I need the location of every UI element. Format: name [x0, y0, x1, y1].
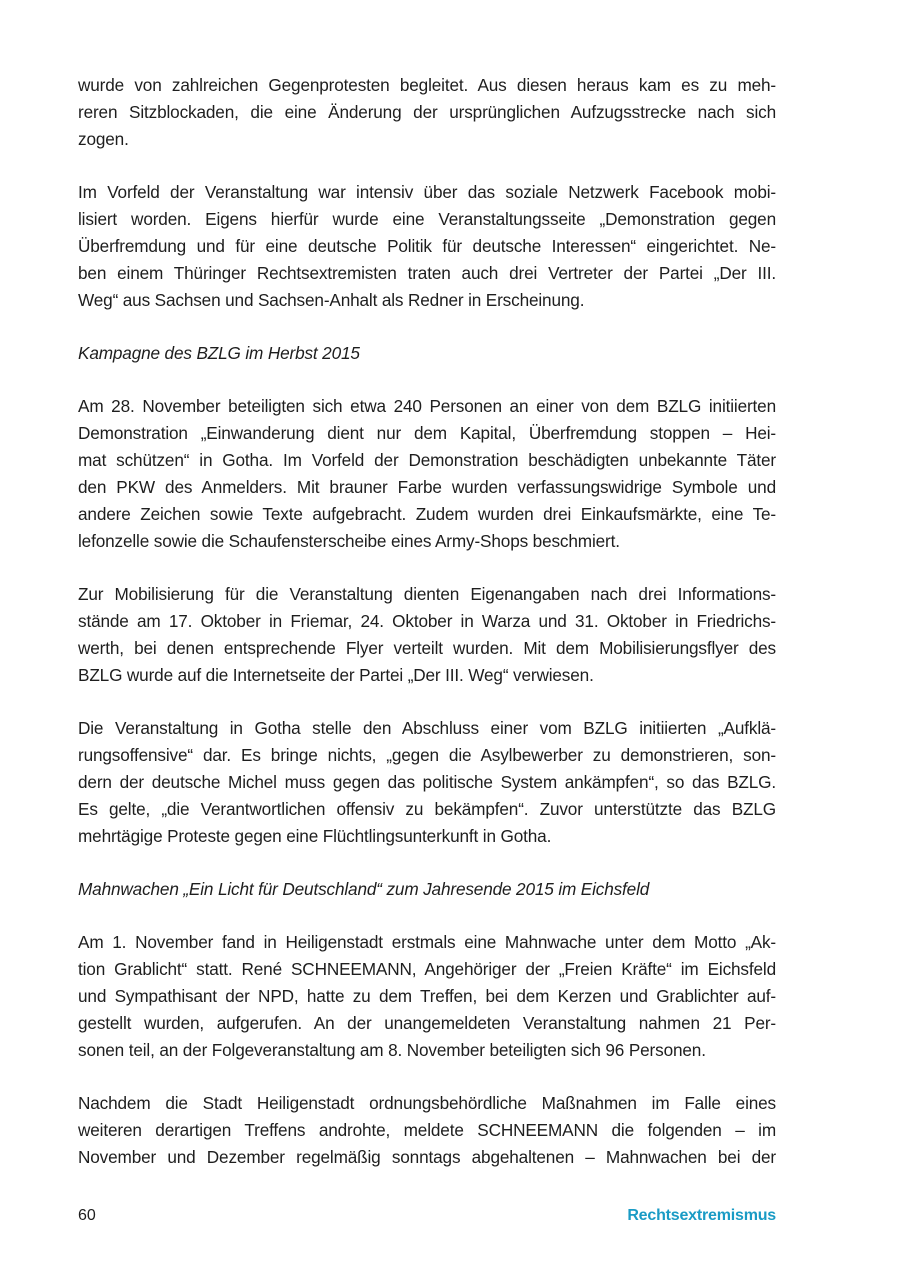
section-title: Rechtsextremismus	[627, 1207, 776, 1224]
text-line: reren Sitzblockaden, die eine Änderung der ursprünglichen Aufzugsstrecke nach sich	[78, 102, 776, 122]
text-line: ben einem Thüringer Rechtsextremisten traten auch drei Vertreter der Partei „Der III.	[78, 263, 776, 283]
text-line: rungsoffensive“ dar. Es bringe nichts, „gegen die Asylbewerber zu demonstrieren, son-	[78, 745, 776, 765]
text-line: und Sympathisant der NPD, hatte zu dem Treffen, bei dem Kerzen und Grablichter auf-	[78, 986, 776, 1006]
paragraph-counter-protests	[78, 72, 776, 153]
document-page	[78, 72, 776, 1197]
text-line: Zur Mobilisierung für die Veranstaltung dienten Eigenangaben nach drei Informations-	[78, 584, 776, 604]
page-number: 60	[78, 1207, 96, 1224]
text-line: Am 28. November beteiligten sich etwa 240 Personen an einer von dem BZLG initiierten	[78, 396, 776, 416]
text-line: mat schützen“ in Gotha. Im Vorfeld der Demonstration beschädigten unbekannte Täter	[78, 450, 776, 470]
text-line: lefonzelle sowie die Schaufensterscheibe eines Army-Shops beschmiert.	[78, 531, 620, 551]
text-line: werth, bei denen entsprechende Flyer verteilt wurden. Mit dem Mobilisierungsflyer des	[78, 638, 776, 658]
text-line: andere Zeichen sowie Texte aufgebracht. Zudem wurden drei Einkaufsmärkte, eine Te-	[78, 504, 776, 524]
text-line: Im Vorfeld der Veranstaltung war intensiv über das soziale Netzwerk Facebook mobi-	[78, 182, 776, 202]
text-line: lisiert worden. Eigens hierfür wurde eine Veranstaltungsseite „Demonstration gegen	[78, 209, 776, 229]
text-line: Nachdem die Stadt Heiligenstadt ordnungsbehördliche Maßnahmen im Falle eines	[78, 1093, 776, 1113]
text-line: stände am 17. Oktober in Friemar, 24. Oktober in Warza und 31. Oktober in Friedrichs-	[78, 611, 776, 631]
text-line: gestellt wurden, aufgerufen. An der unangemeldeten Veranstaltung nahmen 21 Per-	[78, 1013, 776, 1033]
paragraph-awareness-offensive	[78, 715, 776, 850]
text-line: sonen teil, an der Folgeveranstaltung am 8. November beteiligten sich 96 Personen.	[78, 1040, 706, 1060]
text-line: zogen.	[78, 129, 129, 149]
page-footer	[78, 1204, 776, 1228]
text-line: Am 1. November fand in Heiligenstadt erstmals eine Mahnwache unter dem Motto „Ak-	[78, 932, 776, 952]
text-line: mehrtägige Proteste gegen eine Flüchtlingsunterkunft in Gotha.	[78, 826, 552, 846]
text-line: tion Grablicht“ statt. René SCHNEEMANN, Angehöriger der „Freien Kräfte“ im Eichsfeld	[78, 959, 776, 979]
paragraph-info-stands	[78, 581, 776, 689]
text-line: Die Veranstaltung in Gotha stelle den Abschluss einer vom BZLG initiierten „Aufklä-	[78, 718, 776, 738]
text-line: Überfremdung und für eine deutsche Politik für deutsche Interessen“ eingerichtet. Ne-	[78, 236, 776, 256]
paragraph-heiligenstadt-vigil	[78, 929, 776, 1064]
section-heading-vigils: Mahnwachen „Ein Licht für Deutschland“ zum Jahresende 2015 im Eichsfeld	[78, 879, 650, 899]
text-line: Demonstration „Einwanderung dient nur dem Kapital, Überfremdung stoppen – Hei-	[78, 423, 776, 443]
text-line: wurde von zahlreichen Gegenprotesten begleitet. Aus diesen heraus kam es zu meh-	[78, 75, 776, 95]
section-heading-bzlg-campaign: Kampagne des BZLG im Herbst 2015	[78, 343, 360, 363]
text-line: Es gelte, „die Verantwortlichen offensiv zu bekämpfen“. Zuvor unterstützte das BZLG	[78, 799, 776, 819]
text-line: Weg“ aus Sachsen und Sachsen-Anhalt als Redner in Erscheinung.	[78, 290, 585, 310]
text-line: November und Dezember regelmäßig sonntags abgehaltenen – Mahnwachen bei der	[78, 1147, 776, 1167]
text-line: den PKW des Anmelders. Mit brauner Farbe wurden verfassungswidrige Symbole und	[78, 477, 776, 497]
paragraph-facebook-mobilization	[78, 179, 776, 314]
paragraph-gotha-demonstration	[78, 393, 776, 555]
text-line: dern der deutsche Michel muss gegen das politische System ankämpfen“, so das BZLG.	[78, 772, 776, 792]
text-line: BZLG wurde auf die Internetseite der Partei „Der III. Weg“ verwiesen.	[78, 665, 594, 685]
text-line: weiteren derartigen Treffens androhte, meldete SCHNEEMANN die folgenden – im	[78, 1120, 776, 1140]
paragraph-city-measures	[78, 1090, 776, 1171]
